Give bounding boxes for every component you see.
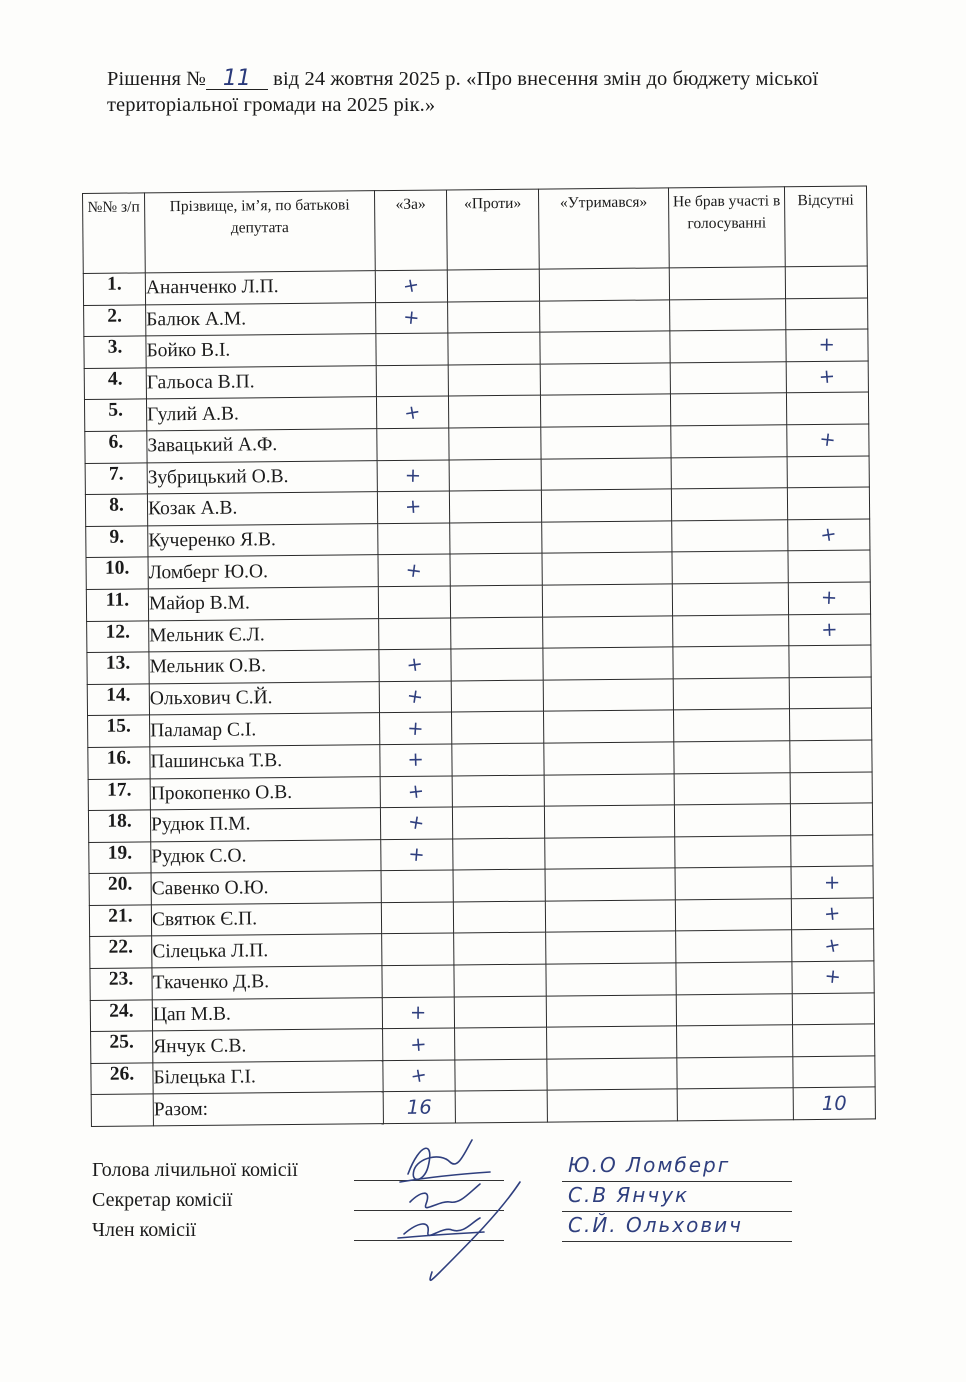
row-index: 5. xyxy=(84,399,146,431)
deputy-name: Завацький А.Ф. xyxy=(147,429,377,463)
vote-za-mark xyxy=(383,1060,455,1092)
vote-za-mark xyxy=(377,491,449,523)
handwritten-name-secretary: С.В Янчук xyxy=(568,1183,690,1207)
name-line-chair xyxy=(562,1181,792,1182)
vote-utrymavsia-cell xyxy=(547,1026,677,1059)
vote-ne-brav-cell xyxy=(672,551,788,584)
absent-mark xyxy=(788,519,870,551)
vote-utrymavsia-cell xyxy=(542,521,672,554)
vote-proty-cell xyxy=(455,1027,547,1059)
vote-proty-cell xyxy=(449,427,541,459)
deputy-name: Мельник О.В. xyxy=(149,650,379,684)
vote-ne-brav-cell xyxy=(673,709,789,742)
vote-proty-cell xyxy=(450,553,542,585)
vote-ne-brav-cell xyxy=(669,267,785,300)
absent-mark-glyph: + xyxy=(818,521,839,547)
row-index: 22. xyxy=(90,936,152,968)
vote-utrymavsia-cell xyxy=(543,647,673,680)
vote-utrymavsia-cell xyxy=(545,868,675,901)
deputy-name: Гулий А.В. xyxy=(146,397,376,431)
absent-mark xyxy=(793,1056,875,1088)
deputy-name: Мельник Є.Л. xyxy=(149,618,379,652)
vote-za-mark xyxy=(376,333,448,365)
vote-za-mark-glyph: + xyxy=(410,1000,427,1024)
deputy-name: Рудюк П.М. xyxy=(150,808,380,842)
vote-utrymavsia-cell xyxy=(544,805,674,838)
row-index: 21. xyxy=(89,905,151,937)
absent-mark-glyph: + xyxy=(818,364,837,389)
deputy-name: Ананченко Л.П. xyxy=(145,271,375,305)
vote-za-mark-glyph: + xyxy=(406,715,425,740)
vote-proty-cell xyxy=(452,806,544,838)
col-header-proty: «Проти» xyxy=(446,189,539,270)
handwritten-name-chair: Ю.О Ломберг xyxy=(568,1153,731,1177)
row-index: 19. xyxy=(89,842,151,874)
role-chair: Голова лічильної комісії xyxy=(92,1159,298,1181)
deputy-name: Ольхович С.Й. xyxy=(149,681,379,715)
vote-utrymavsia-cell xyxy=(540,363,670,396)
commission-signatures xyxy=(92,1155,298,1245)
table-total-row xyxy=(91,1087,875,1126)
decision-title xyxy=(107,66,927,118)
vote-ne-brav-cell xyxy=(677,1025,793,1058)
vote-utrymavsia-cell xyxy=(540,394,670,427)
vote-utrymavsia-cell xyxy=(542,552,672,585)
vote-za-mark-glyph: + xyxy=(407,842,426,867)
vote-za-mark xyxy=(381,870,453,902)
vote-utrymavsia-cell xyxy=(540,299,670,332)
vote-utrymavsia-cell xyxy=(543,679,673,712)
vote-za-mark-glyph: + xyxy=(409,1031,428,1056)
col-header-ne-brav: Не брав участі в голосуванні xyxy=(668,187,785,268)
vote-za-mark xyxy=(380,807,452,839)
absent-mark-glyph: + xyxy=(818,427,838,452)
vote-utrymavsia-cell xyxy=(544,773,674,806)
row-index: 26. xyxy=(91,1063,153,1095)
deputy-name: Гальоса В.П. xyxy=(146,365,376,399)
vote-ne-brav-cell xyxy=(675,867,791,900)
deputy-name: Рудюк С.О. xyxy=(151,839,381,873)
total-za: 16 xyxy=(383,1091,455,1123)
deputy-name: Зубрицький О.В. xyxy=(147,460,377,494)
absent-mark xyxy=(786,392,868,424)
total-utrymavsia xyxy=(547,1089,677,1122)
absent-mark xyxy=(789,677,871,709)
vote-proty-cell xyxy=(449,490,541,522)
vote-ne-brav-cell xyxy=(670,362,786,395)
vote-ne-brav-cell xyxy=(674,804,790,837)
vote-proty-cell xyxy=(448,332,540,364)
row-index: 7. xyxy=(85,462,147,494)
vote-proty-cell xyxy=(448,364,540,396)
absent-mark xyxy=(789,645,871,677)
table-header-row xyxy=(83,186,868,274)
absent-mark-glyph: + xyxy=(822,932,843,958)
row-index: 10. xyxy=(86,557,148,589)
role-member: Член комісії xyxy=(92,1219,197,1241)
deputy-name: Ломберг Ю.О. xyxy=(148,555,378,589)
vote-za-mark-glyph: + xyxy=(407,747,425,772)
table-body xyxy=(83,266,875,1095)
vote-za-mark-glyph: + xyxy=(402,305,421,330)
row-index: 13. xyxy=(87,652,149,684)
absent-mark xyxy=(786,361,868,393)
vote-utrymavsia-cell xyxy=(541,489,671,522)
vote-proty-cell xyxy=(448,395,540,427)
vote-ne-brav-cell xyxy=(676,962,792,995)
vote-za-mark-glyph: + xyxy=(405,652,425,678)
deputy-name: Білецька Г.І. xyxy=(153,1060,383,1094)
col-header-vidsutni: Відсутні xyxy=(784,186,867,267)
vote-za-mark xyxy=(377,460,449,492)
vote-utrymavsia-cell xyxy=(546,931,676,964)
total-ne-brav xyxy=(677,1088,793,1121)
vote-za-mark xyxy=(379,681,451,713)
vote-za-mark xyxy=(376,396,448,428)
vote-ne-brav-cell xyxy=(673,646,789,679)
absent-mark xyxy=(789,613,871,645)
row-index: 6. xyxy=(85,431,147,463)
vote-proty-cell xyxy=(454,996,546,1028)
row-index: 25. xyxy=(91,1031,153,1063)
col-header-index: №№ з/п xyxy=(83,193,146,274)
deputy-name: Святюк Є.П. xyxy=(151,903,381,937)
vote-za-mark-glyph: + xyxy=(404,463,422,487)
vote-proty-cell xyxy=(449,459,541,491)
vote-za-mark-glyph: + xyxy=(406,810,427,836)
vote-ne-brav-cell xyxy=(672,519,788,552)
vote-za-mark-glyph: + xyxy=(404,494,423,519)
absent-mark xyxy=(790,803,872,835)
row-index: 11. xyxy=(86,589,148,621)
row-index: 24. xyxy=(90,1000,152,1032)
vote-za-mark xyxy=(383,1028,455,1060)
vote-proty-cell xyxy=(448,301,540,333)
absent-mark xyxy=(790,771,872,803)
vote-utrymavsia-cell xyxy=(543,710,673,743)
vote-ne-brav-cell xyxy=(672,583,788,616)
absent-mark-glyph: + xyxy=(818,333,836,357)
vote-za-mark xyxy=(379,649,451,681)
row-index: 1. xyxy=(83,273,145,305)
vote-za-mark xyxy=(375,270,447,302)
deputy-name: Цап М.В. xyxy=(152,997,382,1031)
vote-za-mark-glyph: + xyxy=(408,1062,429,1089)
absent-mark xyxy=(790,740,872,772)
vote-utrymavsia-cell xyxy=(543,615,673,648)
vote-ne-brav-cell xyxy=(676,930,792,963)
total-index-cell xyxy=(91,1094,153,1126)
deputy-name: Балюк А.М. xyxy=(146,302,376,336)
decision-title-line2: територіальної громади на 2025 рік.» xyxy=(107,94,436,116)
row-index: 14. xyxy=(87,684,149,716)
decision-number: 11 xyxy=(206,69,268,90)
vote-ne-brav-cell xyxy=(675,899,791,932)
absent-mark xyxy=(785,266,867,298)
deputy-name: Кучеренко Я.В. xyxy=(148,523,378,557)
absent-mark xyxy=(787,487,869,519)
absent-mark-glyph: + xyxy=(820,585,839,610)
absent-mark xyxy=(788,582,870,614)
vote-za-mark xyxy=(382,997,454,1029)
vote-ne-brav-cell xyxy=(673,677,789,710)
absent-mark xyxy=(786,329,868,361)
vote-proty-cell xyxy=(451,680,543,712)
voting-table xyxy=(82,185,876,1127)
vote-proty-cell xyxy=(447,269,539,301)
vote-proty-cell xyxy=(450,522,542,554)
absent-mark xyxy=(786,298,868,330)
vote-utrymavsia-cell xyxy=(545,837,675,870)
absent-mark xyxy=(791,835,873,867)
absent-mark-glyph: + xyxy=(823,901,842,926)
absent-mark-glyph: + xyxy=(821,617,839,642)
col-header-za: «За» xyxy=(374,190,447,271)
absent-mark-glyph: + xyxy=(823,870,841,894)
vote-za-mark xyxy=(380,712,452,744)
vote-utrymavsia-cell xyxy=(544,742,674,775)
deputy-name: Янчук С.В. xyxy=(153,1029,383,1063)
vote-proty-cell xyxy=(454,933,546,965)
vote-utrymavsia-cell xyxy=(546,963,676,996)
absent-mark xyxy=(792,929,874,961)
vote-za-mark xyxy=(379,618,451,650)
vote-za-mark xyxy=(380,775,452,807)
name-line-member xyxy=(562,1241,792,1242)
name-line-secretary xyxy=(562,1211,792,1212)
vote-utrymavsia-cell xyxy=(546,994,676,1027)
handwritten-signatures-icon xyxy=(380,1122,540,1292)
vote-za-mark xyxy=(382,965,454,997)
vote-za-mark xyxy=(377,428,449,460)
absent-mark xyxy=(787,424,869,456)
vote-ne-brav-cell xyxy=(673,614,789,647)
deputy-name: Ткаченко Д.В. xyxy=(152,966,382,1000)
vote-proty-cell xyxy=(452,743,544,775)
vote-za-mark-glyph: + xyxy=(401,272,422,299)
vote-utrymavsia-cell xyxy=(541,457,671,490)
vote-za-mark xyxy=(376,302,448,334)
absent-mark xyxy=(792,961,874,993)
vote-ne-brav-cell xyxy=(677,1057,793,1090)
vote-utrymavsia-cell xyxy=(539,268,669,301)
handwritten-name-member: С.Й. Ольхович xyxy=(568,1213,743,1237)
vote-utrymavsia-cell xyxy=(540,331,670,364)
row-index: 2. xyxy=(84,304,146,336)
vote-proty-cell xyxy=(451,648,543,680)
vote-proty-cell xyxy=(453,901,545,933)
row-index: 12. xyxy=(87,620,149,652)
absent-mark xyxy=(791,866,873,898)
absent-mark xyxy=(792,993,874,1025)
vote-za-mark-glyph: + xyxy=(402,399,423,425)
deputy-name: Савенко О.Ю. xyxy=(151,871,381,905)
vote-proty-cell xyxy=(453,869,545,901)
vote-za-mark xyxy=(376,365,448,397)
decision-prefix: Рішення № xyxy=(107,68,206,90)
decision-title-line1: від 24 жовтня 2025 р. «Про внесення змін до бюджету міської xyxy=(273,68,819,90)
role-secretary: Секретар комісії xyxy=(92,1189,233,1211)
deputy-name: Паламар С.І. xyxy=(150,713,380,747)
vote-ne-brav-cell xyxy=(675,835,791,868)
vote-ne-brav-cell xyxy=(674,741,790,774)
row-index: 4. xyxy=(84,368,146,400)
vote-proty-cell xyxy=(453,838,545,870)
row-index: 8. xyxy=(85,494,147,526)
vote-ne-brav-cell xyxy=(674,772,790,805)
vote-proty-cell xyxy=(452,775,544,807)
vote-za-mark xyxy=(378,586,450,618)
vote-proty-cell xyxy=(455,1059,547,1091)
absent-mark xyxy=(793,1024,875,1056)
row-index: 20. xyxy=(89,873,151,905)
row-index: 15. xyxy=(88,715,150,747)
row-index: 9. xyxy=(86,526,148,558)
deputy-name: Сілецька Л.П. xyxy=(152,934,382,968)
absent-mark xyxy=(788,550,870,582)
deputy-name: Пашинська Т.В. xyxy=(150,745,380,779)
vote-proty-cell xyxy=(450,585,542,617)
row-index: 23. xyxy=(90,968,152,1000)
deputy-name: Бойко В.І. xyxy=(146,334,376,368)
vote-utrymavsia-cell xyxy=(541,426,671,459)
vote-utrymavsia-cell xyxy=(547,1058,677,1091)
absent-mark-glyph: + xyxy=(823,964,843,989)
vote-proty-cell xyxy=(452,711,544,743)
row-index: 17. xyxy=(88,778,150,810)
total-absent: 10 xyxy=(793,1087,875,1119)
row-index: 18. xyxy=(88,810,150,842)
vote-za-mark-glyph: + xyxy=(405,683,426,709)
absent-mark xyxy=(787,456,869,488)
vote-za-mark-glyph: + xyxy=(406,778,426,804)
vote-za-mark xyxy=(381,839,453,871)
absent-mark xyxy=(789,708,871,740)
vote-za-mark xyxy=(382,933,454,965)
row-index: 3. xyxy=(84,336,146,368)
vote-proty-cell xyxy=(451,617,543,649)
row-index: 16. xyxy=(88,747,150,779)
vote-ne-brav-cell xyxy=(671,488,787,521)
total-proty xyxy=(455,1091,547,1123)
vote-za-mark xyxy=(380,744,452,776)
vote-za-mark xyxy=(378,523,450,555)
col-header-utrymavsia: «Утримався» xyxy=(538,188,669,269)
vote-proty-cell xyxy=(454,964,546,996)
vote-za-mark-glyph: + xyxy=(404,557,424,583)
vote-ne-brav-cell xyxy=(676,993,792,1026)
vote-ne-brav-cell xyxy=(671,425,787,458)
vote-ne-brav-cell xyxy=(670,330,786,363)
vote-ne-brav-cell xyxy=(670,393,786,426)
deputy-name: Майор В.М. xyxy=(148,587,378,621)
total-label: Разом: xyxy=(153,1092,383,1126)
deputy-name: Козак А.В. xyxy=(147,492,377,526)
vote-za-mark xyxy=(381,902,453,934)
col-header-name: Прізвище, ім’я, по батькові депутата xyxy=(145,191,376,273)
deputy-name: Прокопенко О.В. xyxy=(150,776,380,810)
vote-ne-brav-cell xyxy=(670,298,786,331)
vote-utrymavsia-cell xyxy=(542,584,672,617)
vote-ne-brav-cell xyxy=(671,456,787,489)
vote-za-mark xyxy=(378,554,450,586)
vote-utrymavsia-cell xyxy=(545,900,675,933)
absent-mark xyxy=(791,898,873,930)
